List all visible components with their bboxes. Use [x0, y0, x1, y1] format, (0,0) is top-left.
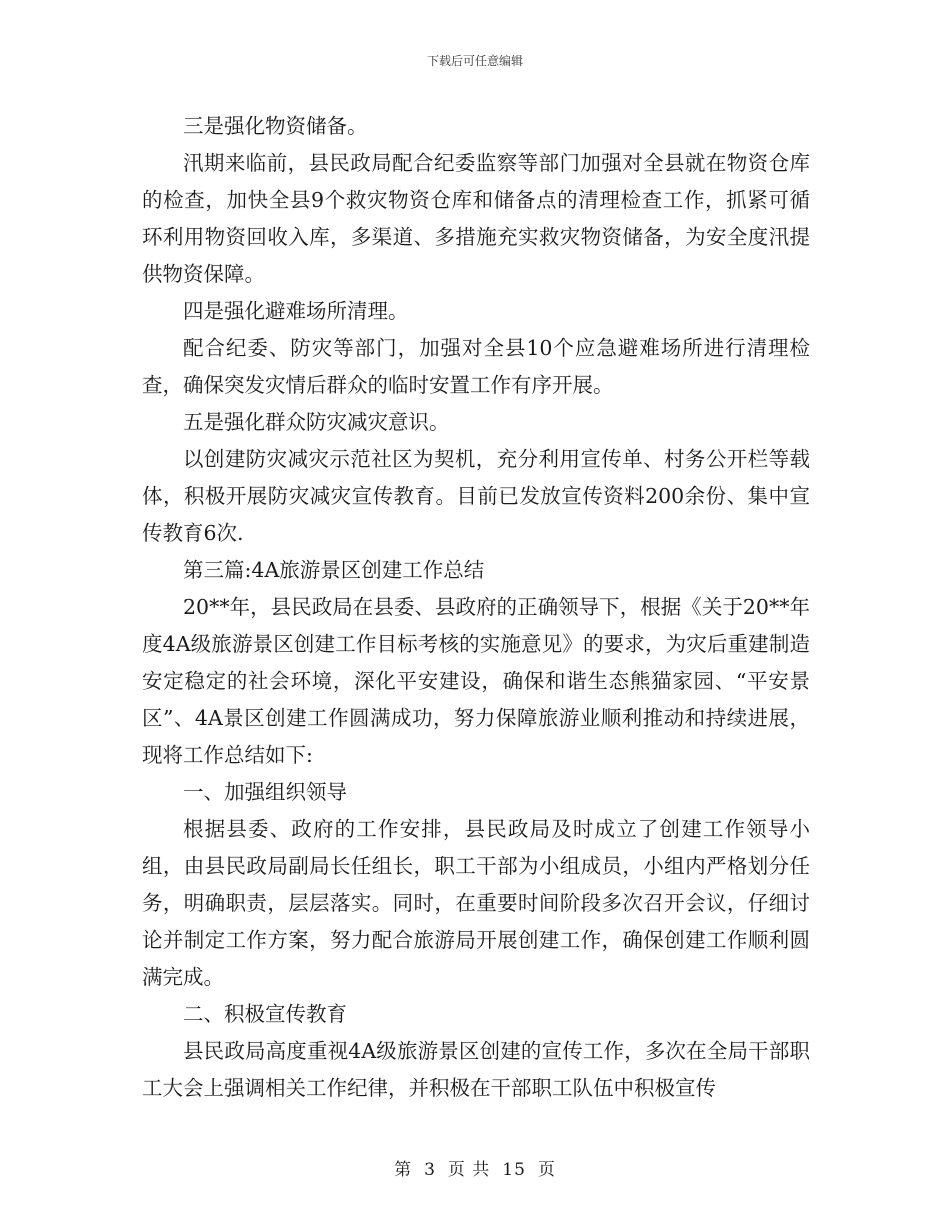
subsection-heading: 二、积极宣传教育	[183, 1002, 347, 1026]
total-pages: 15	[502, 1160, 526, 1180]
page-number: 3	[424, 1160, 436, 1180]
paragraph: 配合纪委、防灾等部门，加强对全县10个应急避难场所进行清理检查，确保突发灾情后群众的临时安置工作有序开展。	[142, 336, 810, 397]
paragraph: 五是强化群众防灾减灾意识。	[183, 410, 450, 434]
footer-suffix: 页	[537, 1160, 556, 1180]
document-body	[142, 108, 810, 1107]
paragraph: 县民政局高度重视4A级旅游景区创建的宣传工作，多次在全局干部职工大会上强调相关工作纪律，并积极在干部职工队伍中积极宣传	[142, 1039, 810, 1100]
footer-prefix: 第	[394, 1160, 413, 1180]
paragraph: 20**年，县民政局在县委、县政府的正确领导下，根据《关于20**年度4A级旅游景区创建工作目标考核的实施意见》的要求，为灾后重建制造安定稳定的社会环境，深化平安建设，确保和谐生态熊猫家园、“平安景区”、4A景区创建工作圆满成功，努力保障旅游业顺利推动和持续进展，现将工作总结如下:	[142, 595, 810, 767]
section-heading: 第三篇:4A旅游景区创建工作总结	[183, 558, 485, 582]
footer-middle: 页 共	[447, 1160, 491, 1180]
paragraph: 汛期来临前，县民政局配合纪委监察等部门加强对全县就在物资仓库的检查，加快全县9个救灾物资仓库和储备点的清理检查工作，抓紧可循环利用物资回收入库，多渠道、多措施充实救灾物资储备，为安全度汛提供物资保障。	[142, 151, 810, 286]
paragraph: 根据县委、政府的工作安排，县民政局及时成立了创建工作领导小组，由县民政局副局长任组长，职工干部为小组成员，小组内严格划分任务，明确职责，层层落实。同时，在重要时间阶段多次召开会议，仔细讨论并制定工作方案，努力配合旅游局开展创建工作，确保创建工作顺利圆满完成。	[142, 817, 810, 989]
paragraph: 以创建防灾减灾示范社区为契机，充分利用宣传单、村务公开栏等载体，积极开展防灾减灾宣传教育。目前已发放宣传资料200余份、集中宣传教育6次.	[142, 447, 810, 545]
paragraph: 四是强化避难场所清理。	[183, 299, 409, 323]
paragraph: 三是强化物资储备。	[183, 114, 368, 138]
subsection-heading: 一、加强组织领导	[183, 780, 347, 804]
page-header: 下载后可任意编辑	[426, 54, 523, 68]
page-footer	[0, 1155, 950, 1180]
